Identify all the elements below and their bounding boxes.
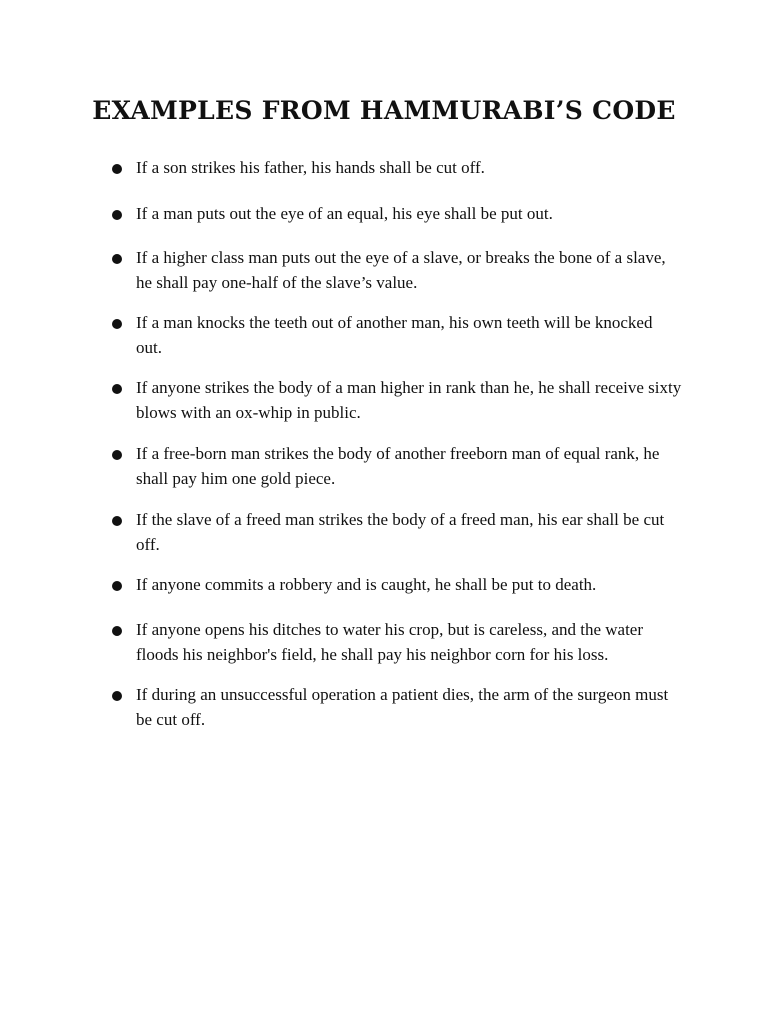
list-item: [112, 508, 682, 557]
bullet-icon: [112, 210, 122, 220]
list-item: [112, 202, 553, 227]
document-title: EXAMPLES FROM HAMMURABI’S CODE: [92, 96, 676, 125]
bullet-icon: [112, 516, 122, 526]
list-item: [112, 246, 682, 295]
bullet-icon: [112, 626, 122, 636]
list-item: [112, 311, 682, 360]
list-item: [112, 683, 682, 732]
law-text: If anyone opens his ditches to water his crop, but is careless, and the water floods his neighbor's field, he shall pay his neighbor corn for his loss.: [136, 620, 644, 664]
list-item: [112, 573, 596, 598]
list-item: [112, 156, 485, 181]
law-text: If a higher class man puts out the eye of a slave, or breaks the bone of a slave, he shall pay one-half of the slave’s value.: [136, 248, 666, 292]
law-text: If a son strikes his father, his hands shall be cut off.: [136, 158, 485, 177]
bullet-icon: [112, 691, 122, 701]
bullet-icon: [112, 164, 122, 174]
list-item: [112, 376, 682, 425]
law-text: If a free-born man strikes the body of another freeborn man of equal rank, he shall pay him one gold piece.: [136, 444, 660, 488]
bullet-icon: [112, 319, 122, 329]
law-text: If during an unsuccessful operation a patient dies, the arm of the surgeon must be cut off.: [136, 685, 669, 729]
bullet-icon: [112, 254, 122, 264]
list-item: [112, 442, 682, 491]
bullet-icon: [112, 384, 122, 394]
bullet-icon: [112, 450, 122, 460]
bullet-icon: [112, 581, 122, 591]
law-text: If a man knocks the teeth out of another man, his own teeth will be knocked out.: [136, 313, 653, 357]
law-text: If a man puts out the eye of an equal, his eye shall be put out.: [136, 204, 553, 223]
law-text: If anyone commits a robbery and is caught, he shall be put to death.: [136, 575, 597, 594]
list-item: [112, 618, 682, 667]
law-text: If the slave of a freed man strikes the body of a freed man, his ear shall be cut off.: [136, 510, 665, 554]
law-text: If anyone strikes the body of a man higher in rank than he, he shall receive sixty blows with an ox-whip in public.: [136, 378, 682, 422]
